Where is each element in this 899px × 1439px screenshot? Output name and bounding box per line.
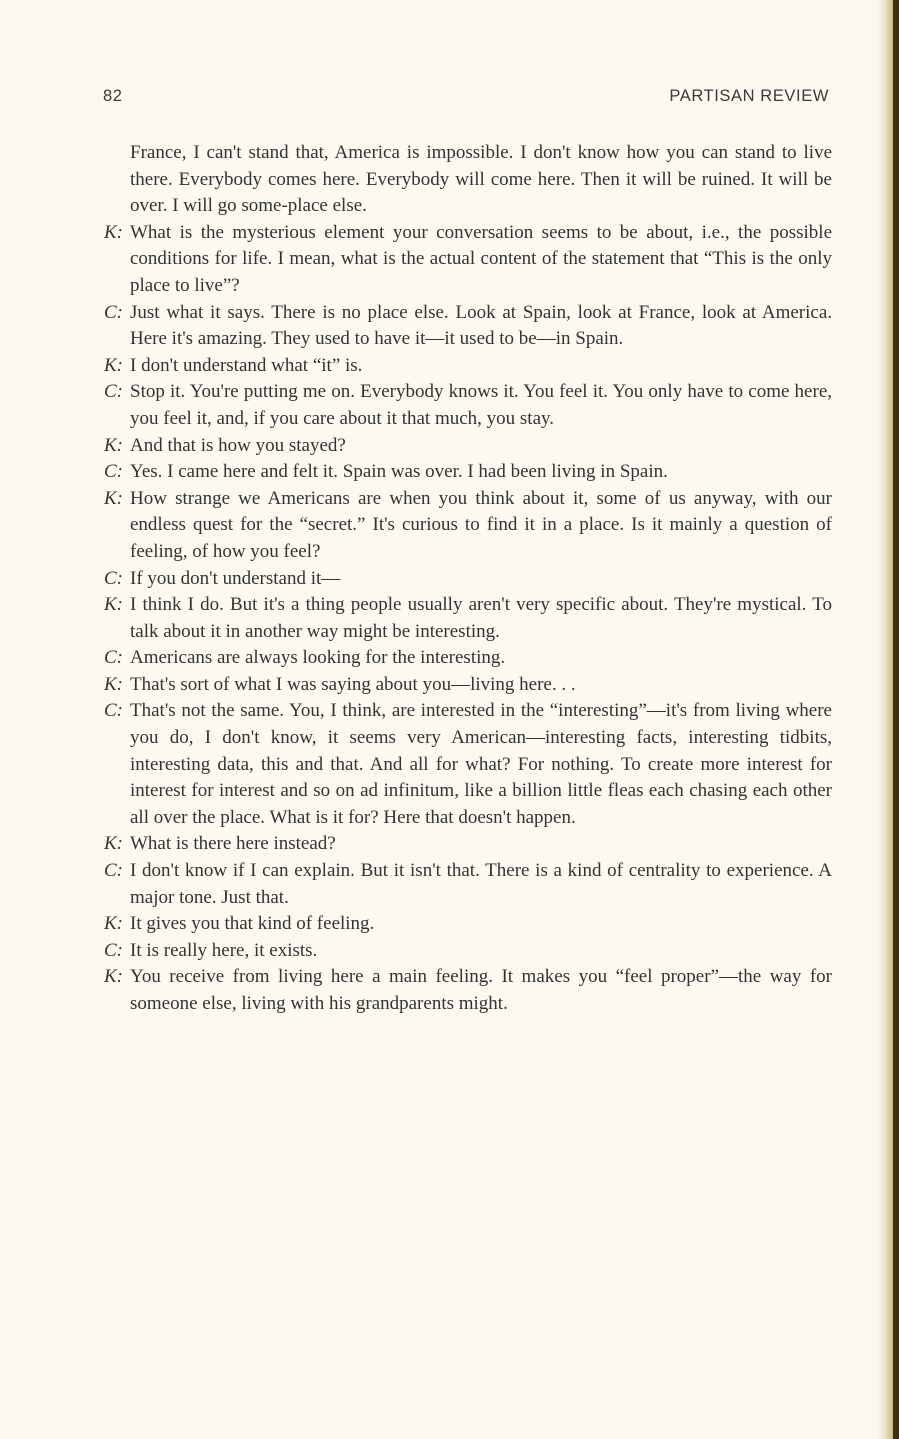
paragraph-text: It gives you that kind of feeling. <box>130 913 375 935</box>
paragraph <box>104 911 832 938</box>
paragraph <box>104 831 832 858</box>
paragraph-text: Americans are always looking for the interesting. <box>130 647 506 669</box>
page-number: 82 <box>103 87 123 105</box>
speaker-label: K: <box>104 354 123 376</box>
paragraph <box>104 353 832 380</box>
speaker-label: K: <box>104 913 123 935</box>
paragraph <box>104 858 832 911</box>
speaker-label: C: <box>104 301 123 323</box>
paragraph <box>104 486 832 566</box>
paragraph <box>104 592 832 645</box>
paragraph <box>104 938 832 965</box>
speaker-label: K: <box>104 594 123 616</box>
paragraph-text: I think I do. But it's a thing people usually aren't very specific about. They're mystical. To talk about it in another way might be interesting. <box>130 594 832 642</box>
paragraph-text: What is the mysterious element your conversation seems to be about, i.e., the possible conditions for life. I mean, what is the actual content of the statement that “This is the only place to live”? <box>130 221 832 296</box>
speaker-label: C: <box>104 567 123 589</box>
speaker-label: C: <box>104 939 123 961</box>
paragraph <box>104 220 832 300</box>
speaker-label: K: <box>104 833 123 855</box>
speaker-label: C: <box>104 700 123 722</box>
paragraph-text: You receive from living here a main feeling. It makes you “feel proper”—the way for someone else, living with his grandparents might. <box>130 966 832 1014</box>
paragraph <box>104 300 832 353</box>
paragraph <box>104 140 832 220</box>
paragraph <box>104 964 832 1017</box>
paragraph <box>104 672 832 699</box>
paragraph-text: I don't know if I can explain. But it isn't that. There is a kind of centrality to experience. A major tone. Just that. <box>130 860 832 908</box>
paragraph-text: It is really here, it exists. <box>130 939 318 961</box>
page-header <box>103 87 829 111</box>
speaker-label: K: <box>104 673 123 695</box>
paragraph <box>104 698 832 831</box>
paragraph <box>104 459 832 486</box>
paragraph <box>104 379 832 432</box>
paragraph-text: France, I can't stand that, America is impossible. I don't know how you can stand to live there. Everybody comes here. Everybody will come here. Then it will be ruined. It will be over. I will go some-place else. <box>130 142 832 217</box>
paragraph <box>104 433 832 460</box>
paragraph-text: Yes. I came here and felt it. Spain was over. I had been living in Spain. <box>130 461 668 483</box>
interview-text <box>104 140 832 1018</box>
speaker-label: K: <box>104 487 123 509</box>
paragraph <box>104 645 832 672</box>
book-spine-edge <box>893 0 899 1439</box>
paragraph-text: That's sort of what I was saying about you—living here. . . <box>130 673 576 695</box>
speaker-label: C: <box>104 860 123 882</box>
paragraph-text: Just what it says. There is no place else. Look at Spain, look at France, look at America. Here it's amazing. They used to have it—it used to be—in Spain. <box>130 301 832 350</box>
speaker-label: C: <box>104 461 123 483</box>
running-head: PARTISAN REVIEW <box>669 87 829 105</box>
speaker-label: K: <box>104 434 123 456</box>
paragraph-text: And that is how you stayed? <box>130 434 346 456</box>
paragraph-text: What is there here instead? <box>130 833 336 855</box>
paragraph-text: That's not the same. You, I think, are interested in the “interesting”—it's from living where you do, I don't know, it seems very American—interesting facts, interesting tidbits, interesting data, this and that. And all for what? For nothing. To create more interest for interest for interest and so on ad infinitum, like a billion little fleas each chasing each other all over the place. What is it for? Here that doesn't happen. <box>130 700 832 828</box>
paragraph-text: Stop it. You're putting me on. Everybody knows it. You feel it. You only have to come here, you feel it, and, if you care about it that much, you stay. <box>130 381 832 429</box>
paragraph <box>104 566 832 593</box>
speaker-label: C: <box>104 647 123 669</box>
paragraph-text: How strange we Americans are when you think about it, some of us anyway, with our endless quest for the “secret.” It's curious to find it in a place. Is it mainly a question of feeling, of how you feel? <box>130 487 832 562</box>
paragraph-text: I don't understand what “it” is. <box>130 354 363 376</box>
speaker-label: C: <box>104 381 123 403</box>
paragraph-text: If you don't understand it— <box>130 567 341 589</box>
speaker-label: K: <box>104 966 123 988</box>
speaker-label: K: <box>104 221 123 243</box>
